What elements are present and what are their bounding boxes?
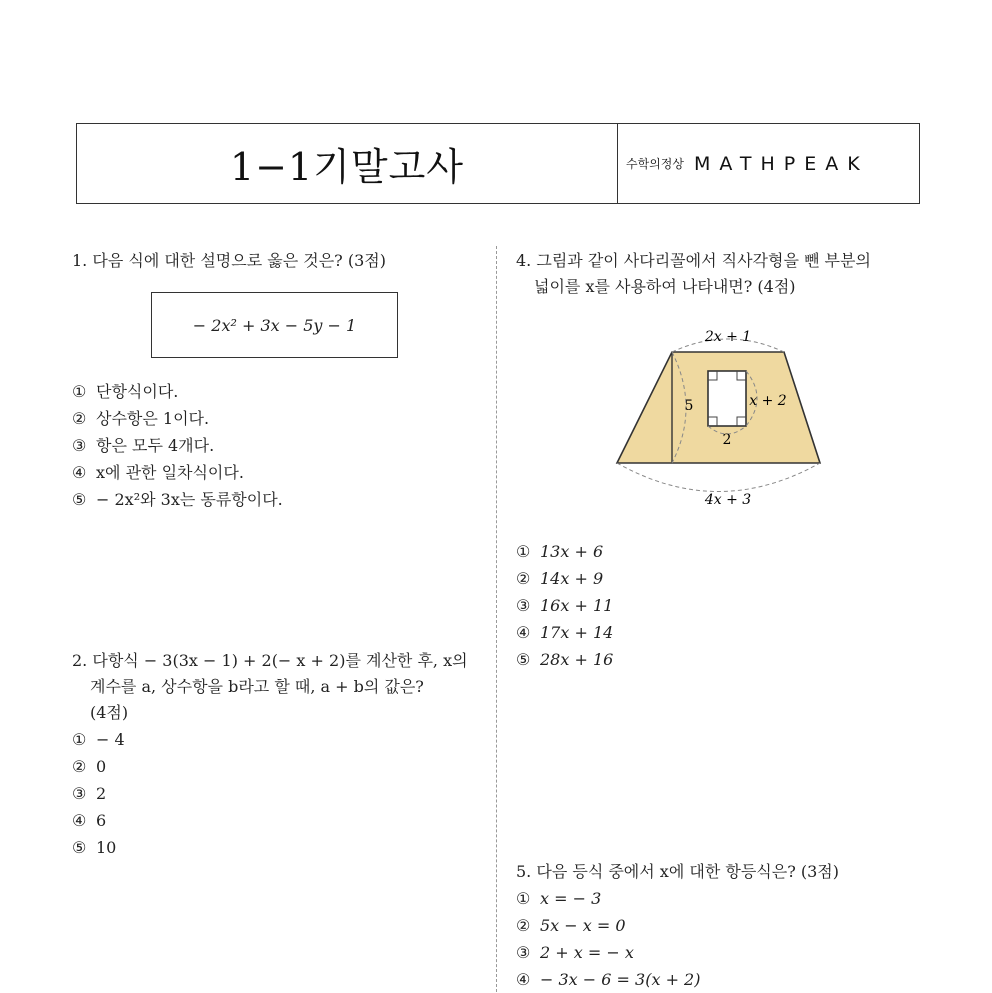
choice-2[interactable]: ② 14x + 9 — [516, 569, 604, 588]
question-1-choices — [72, 378, 283, 513]
question-stem: 2. 다항식 − 3(3x − 1) + 2(− x + 2)를 계산한 후, x의 — [72, 651, 468, 670]
brand-name: MATHPEAK — [693, 152, 869, 175]
choice-2[interactable]: ② 상수항은 1이다. — [72, 409, 210, 428]
choice-3[interactable]: ③ 16x + 11 — [516, 596, 614, 615]
question-4-choices — [516, 538, 613, 673]
label-height: 5 — [684, 398, 694, 414]
choice-5[interactable]: ⑤ 10 — [72, 838, 117, 857]
question-stem: 4. 그림과 같이 사다리꼴에서 직사각형을 뺀 부분의 — [516, 251, 871, 270]
label-top: 2x + 1 — [704, 329, 752, 345]
choice-3[interactable]: ③ 2 — [72, 784, 107, 803]
choice-1[interactable]: ① x = − 3 — [516, 889, 602, 908]
question-stem-line: 계수를 a, 상수항을 b라고 할 때, a + b의 값은? — [90, 677, 424, 696]
choice-4[interactable]: ④ − 3x − 6 = 3(x + 2) — [516, 970, 701, 989]
expression-box — [151, 292, 398, 358]
label-rect-height: x + 2 — [749, 393, 787, 409]
question-stem: 5. 다음 등식 중에서 x에 대한 항등식은? (3점) — [516, 862, 839, 881]
choice-3[interactable]: ③ 2 + x = − x — [516, 943, 634, 962]
choice-3[interactable]: ③ 항은 모두 4개다. — [72, 436, 215, 455]
choice-1[interactable]: ① 단항식이다. — [72, 382, 179, 401]
brand-subtitle: 수학의정상 — [626, 157, 684, 171]
choice-2[interactable]: ② 0 — [72, 757, 107, 776]
label-rect-width: 2 — [722, 432, 732, 448]
question-4 — [516, 248, 871, 300]
choice-2[interactable]: ② 5x − x = 0 — [516, 916, 626, 935]
choice-5[interactable]: ⑤ − 2x²와 3x는 동류항이다. — [72, 490, 283, 509]
question-1 — [72, 248, 386, 274]
choice-5[interactable]: ⑤ 28x + 16 — [516, 650, 614, 669]
brand — [618, 124, 919, 203]
question-2 — [72, 648, 468, 861]
choice-4[interactable]: ④ x에 관한 일차식이다. — [72, 463, 244, 482]
question-stem-line: 넓이를 x를 사용하여 나타내면? (4점) — [534, 277, 796, 296]
bottom-brace — [617, 463, 820, 492]
column-divider — [496, 246, 497, 992]
question-5 — [516, 859, 839, 993]
exam-header — [76, 123, 920, 204]
choice-4[interactable]: ④ 6 — [72, 811, 107, 830]
question-stem: 1. 다음 식에 대한 설명으로 옳은 것은? (3점) — [72, 251, 386, 270]
trapezoid-svg — [600, 320, 840, 520]
exam-title: 1−1기말고사 — [77, 124, 618, 203]
label-bottom: 4x + 3 — [704, 492, 752, 508]
choice-1[interactable]: ① − 4 — [72, 730, 125, 749]
expression: − 2x² + 3x − 5y − 1 — [192, 315, 357, 335]
choice-4[interactable]: ④ 17x + 14 — [516, 623, 614, 642]
choice-1[interactable]: ① 13x + 6 — [516, 542, 604, 561]
inner-rectangle — [708, 371, 746, 426]
trapezoid-figure — [600, 320, 840, 524]
question-stem-line: (4점) — [90, 703, 129, 722]
